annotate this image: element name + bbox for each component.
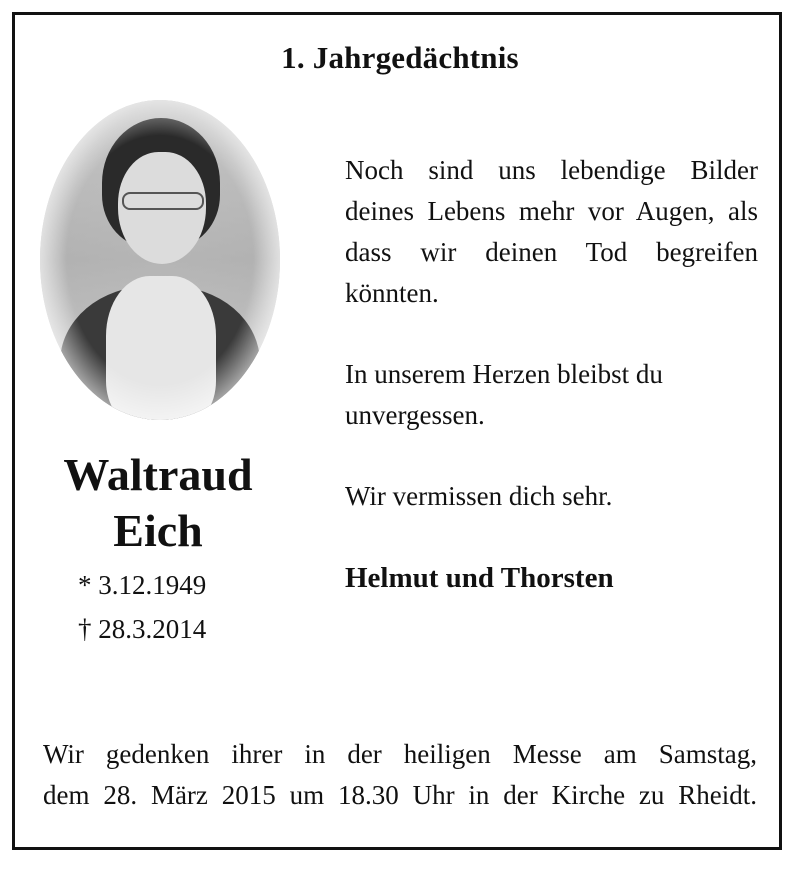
memorial-mass-line-2: dem 28. März 2015 um 18.30 Uhr in der Kirche zu Rheidt. — [43, 780, 757, 810]
portrait-vignette — [40, 100, 280, 420]
portrait-photo — [40, 100, 280, 420]
deceased-last-name: Eich — [113, 505, 203, 556]
birth-date: * 3.12.1949 — [78, 570, 207, 600]
verse-paragraph-1: Noch sind uns lebendige Bilder deines Lebens mehr vor Augen, als dass wir deinen Tod begreifen könnten. — [345, 155, 758, 308]
verse-paragraph-2-line-1: In unserem Herzen bleibst du — [345, 359, 663, 389]
verse-paragraph-3: Wir vermissen dich sehr. — [345, 481, 613, 511]
verse-paragraph-2 — [345, 354, 758, 436]
deceased-first-name: Waltraud — [63, 449, 253, 500]
signature: Helmut und Thorsten — [345, 562, 614, 594]
notice-heading: 1. Jahrgedächtnis — [281, 40, 519, 75]
verse-paragraph-2-line-2: unvergessen. — [345, 400, 485, 430]
memorial-mass-notice — [43, 734, 757, 816]
death-date: † 28.3.2014 — [78, 614, 207, 644]
memorial-mass-line-1: Wir gedenken ihrer in der heiligen Messe am Samstag, — [43, 739, 757, 769]
